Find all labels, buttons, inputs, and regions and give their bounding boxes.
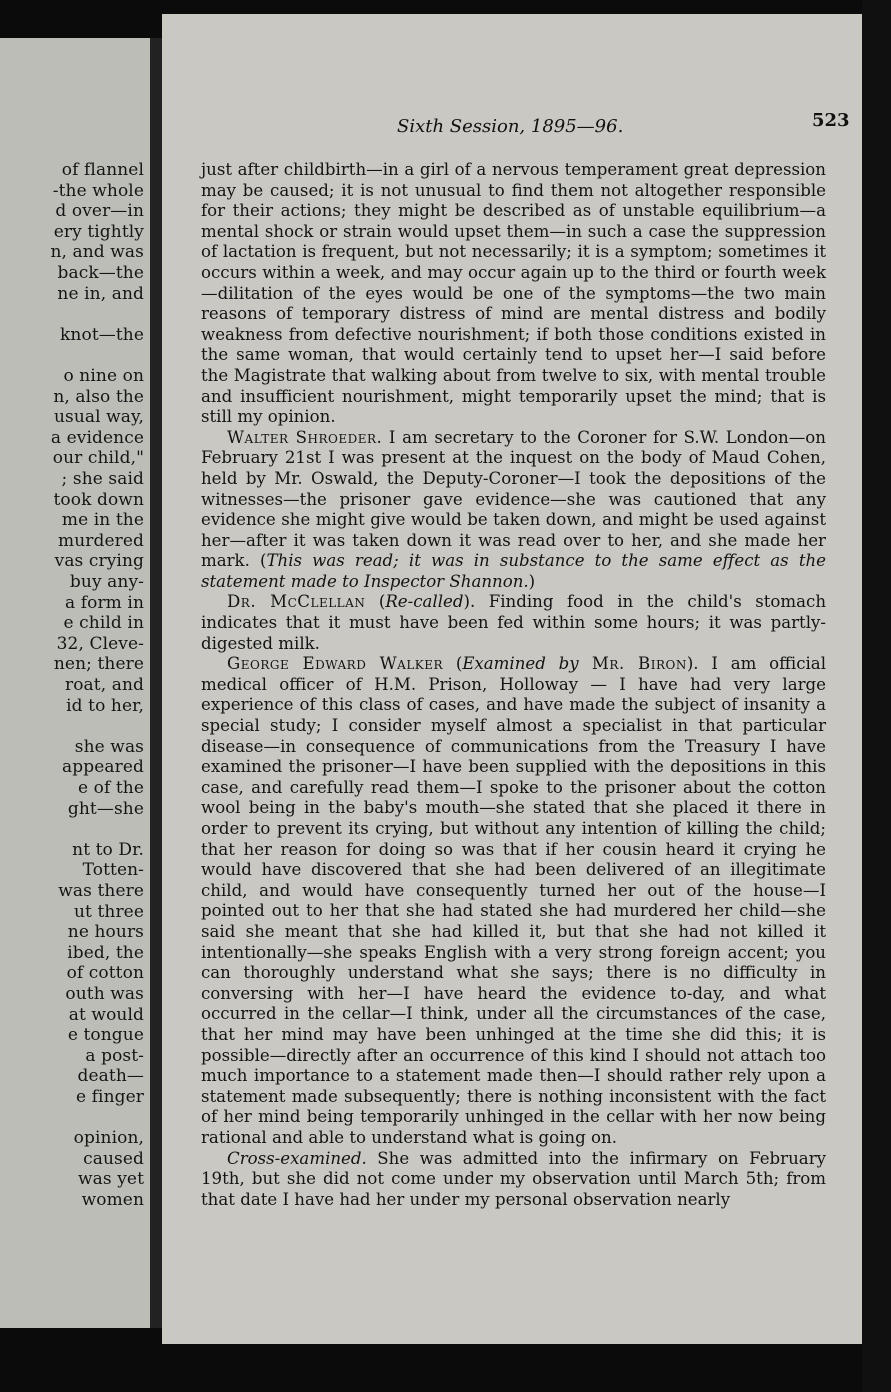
left-page-line: ery tightly (53, 221, 144, 242)
paragraph-walter-shroeder (201, 428, 826, 593)
left-page-line: was there (58, 881, 144, 901)
left-page-line: she was (74, 736, 144, 757)
left-page-line: caused (83, 1148, 144, 1169)
left-page-line: took down (53, 489, 144, 510)
paragraph-text: Finding food in the child's stomach indicates that it must have been fed within some hours; it was partly-digested milk. (201, 592, 827, 653)
left-page-line: Totten- (82, 860, 144, 881)
left-page-line: of cotton (66, 963, 144, 984)
left-page-line: a form in (64, 592, 144, 613)
paragraph-text: just after childbirth—in a girl of a nervous temperament great depression may be caused; it is not unusual to find them not altogether responsible for their actions; they might be described as of unstable equilibrium—a mental shock or strain would upset them—in such a case the suppression of lactation is frequent, but not necessarily; it is a symptom; sometimes it occurs within a week, and may occur again up to the third or fourth week—dilitation of the eyes would be one of the symptoms—the two main reasons of temporary distress of mind are mental distress and bodily weakness from defective nourishment; if both those conditions existed in the same woman, that would certainly tend to upset her—I said before the Magistrate that walking about from twelve to six, with mental trouble and insufficient nourishment, might temporarily upset the mind; that is still my opinion. (201, 160, 826, 427)
paragraph-george-edward-walker (201, 654, 826, 1148)
left-page-line: roat, and (64, 675, 144, 695)
witness-name: Walter Shroeder. (227, 427, 383, 447)
left-page-line: buy any- (69, 572, 144, 592)
left-page-line: id to her, (66, 695, 144, 716)
closing-paren: ) (528, 571, 536, 591)
left-page-line: ne in, and (57, 283, 144, 304)
left-page-line: n, and was (50, 242, 144, 263)
left-page-line: ; she said (61, 469, 144, 489)
page-edge (862, 0, 891, 1392)
close-paren: ). (463, 592, 476, 612)
left-page-line: death— (77, 1066, 144, 1087)
left-page-line: of flannel (61, 160, 144, 180)
left-page-line: vas crying (54, 551, 144, 572)
book-gutter (150, 38, 162, 1328)
paragraph-text: I am secretary to the Coroner for S.W. London—on February 21st I was present at the inquest on the body of Maud Cohen, held by Mr. Oswald, the Deputy-Coroner—I took the depositions of the witnesses—the prisoner gave evidence—she was cautioned that any evidence she might give would be taken down, and might be used against her—after it was taken down it was read over to her, and she made her mark. ( (201, 427, 826, 571)
paragraph-cross-examined (201, 1149, 826, 1211)
witness-name: Dr. McClellan (227, 592, 366, 612)
examined-label: Examined by (462, 654, 579, 674)
left-page-line: e child in (63, 613, 144, 634)
left-page-line: e tongue (67, 1025, 144, 1046)
open-paren: ( (365, 592, 386, 612)
left-page-line: e of the (77, 778, 144, 798)
left-page-line: o nine on (63, 366, 144, 386)
counsel-name: Mr. Biron (578, 654, 687, 674)
left-page-line: nen; there (53, 654, 144, 675)
left-page-line: usual way, (53, 407, 144, 428)
paragraph-text: She was admitted into the infirmary on February 19th, but she did not come under my observation until March 5th; from that date I have had her under my personal observation nearly (201, 1148, 826, 1209)
recalled-label: Re-called (385, 592, 464, 612)
close-paren: ). (686, 654, 699, 674)
running-title: Sixth Session, 1895—96. (397, 116, 624, 137)
running-header (397, 116, 623, 137)
left-page-line: our child," (52, 448, 144, 469)
left-page-line: at would (68, 1004, 144, 1025)
left-page-line: appeared (62, 757, 144, 778)
left-page-line: 32, Cleve- (56, 633, 144, 654)
left-page-line: nt to Dr. (72, 839, 144, 860)
left-page-line: e finger (75, 1087, 144, 1107)
left-page-line: was yet (77, 1169, 144, 1190)
paragraph-testimony-continued (201, 160, 826, 428)
left-page-line: knot—the (60, 324, 144, 345)
left-page-line: outh was (65, 984, 144, 1004)
left-page-line: a post- (85, 1045, 144, 1066)
witness-name: George Edward Walker (227, 654, 444, 674)
left-page-line: ibed, the (67, 942, 144, 963)
page-number: 523 (812, 110, 850, 131)
left-page-line: -the whole (52, 180, 144, 201)
paragraph-dr-mcclellan (201, 592, 826, 654)
cross-examined-label: Cross-examined. (227, 1148, 367, 1168)
left-page-line: women (81, 1190, 144, 1210)
left-facing-page (0, 38, 150, 1328)
left-page-line: a evidence (50, 427, 144, 448)
left-page-line: n, also the (53, 386, 144, 407)
paragraph-text: I am official medical officer of H.M. Prison, Holloway — I have had very large experience of this class of cases, and have made the subject of insanity a special study; I consider myself almost a specialist in that particular disease—in consequence of communications from the Treasury I have examined the prisoner—I have been supplied with the depositions in this case, and carefully read them—I spoke to the prisoner about the cotton wool being in the baby's mouth—she stated that she placed it there in order to prevent its crying, but without any intention of killing the child; that her reason for doing so was that if her cousin heard it crying he would have discovered that she had been delivered of an illegitimate child, and would have consequently turned her out of the house—I pointed out to her that she had stated she had murdered her child—she said she meant that she had killed it, but that she had not killed it intentionally—she speaks English with a very strong foreign accent; you can thoroughly understand what she says; there is no difficulty in conversing with her—I have heard the evidence to-day, and what occurred in the cellar—I think, under all the circumstances of the case, that her mind may have been unhinged at the time she did this; it is possible—directly after an occurrence of this kind I should not attach too much importance to a statement made then—I should rather rely upon a statement made subsequently; there is nothing inconsistent with the fact of her mind being temporarily unhinged in the cellar with her now being rational and able to understand what is going on. (201, 654, 826, 1147)
left-page-line: d over—in (55, 201, 144, 222)
left-page-line: ut three (73, 901, 144, 922)
italic-note: This was read; it was in substance to the same effect as the statement made to Inspector Shannon. (201, 551, 826, 591)
left-page-line: ght—she (67, 798, 144, 819)
left-page-line: ne hours (67, 922, 144, 943)
page-body (201, 160, 826, 1210)
left-page-line: me in the (61, 510, 144, 531)
left-page-line: murdered (57, 530, 144, 551)
left-page-line: opinion, (73, 1128, 144, 1149)
open-paren: ( (443, 654, 463, 674)
left-page-line: back—the (57, 263, 144, 283)
